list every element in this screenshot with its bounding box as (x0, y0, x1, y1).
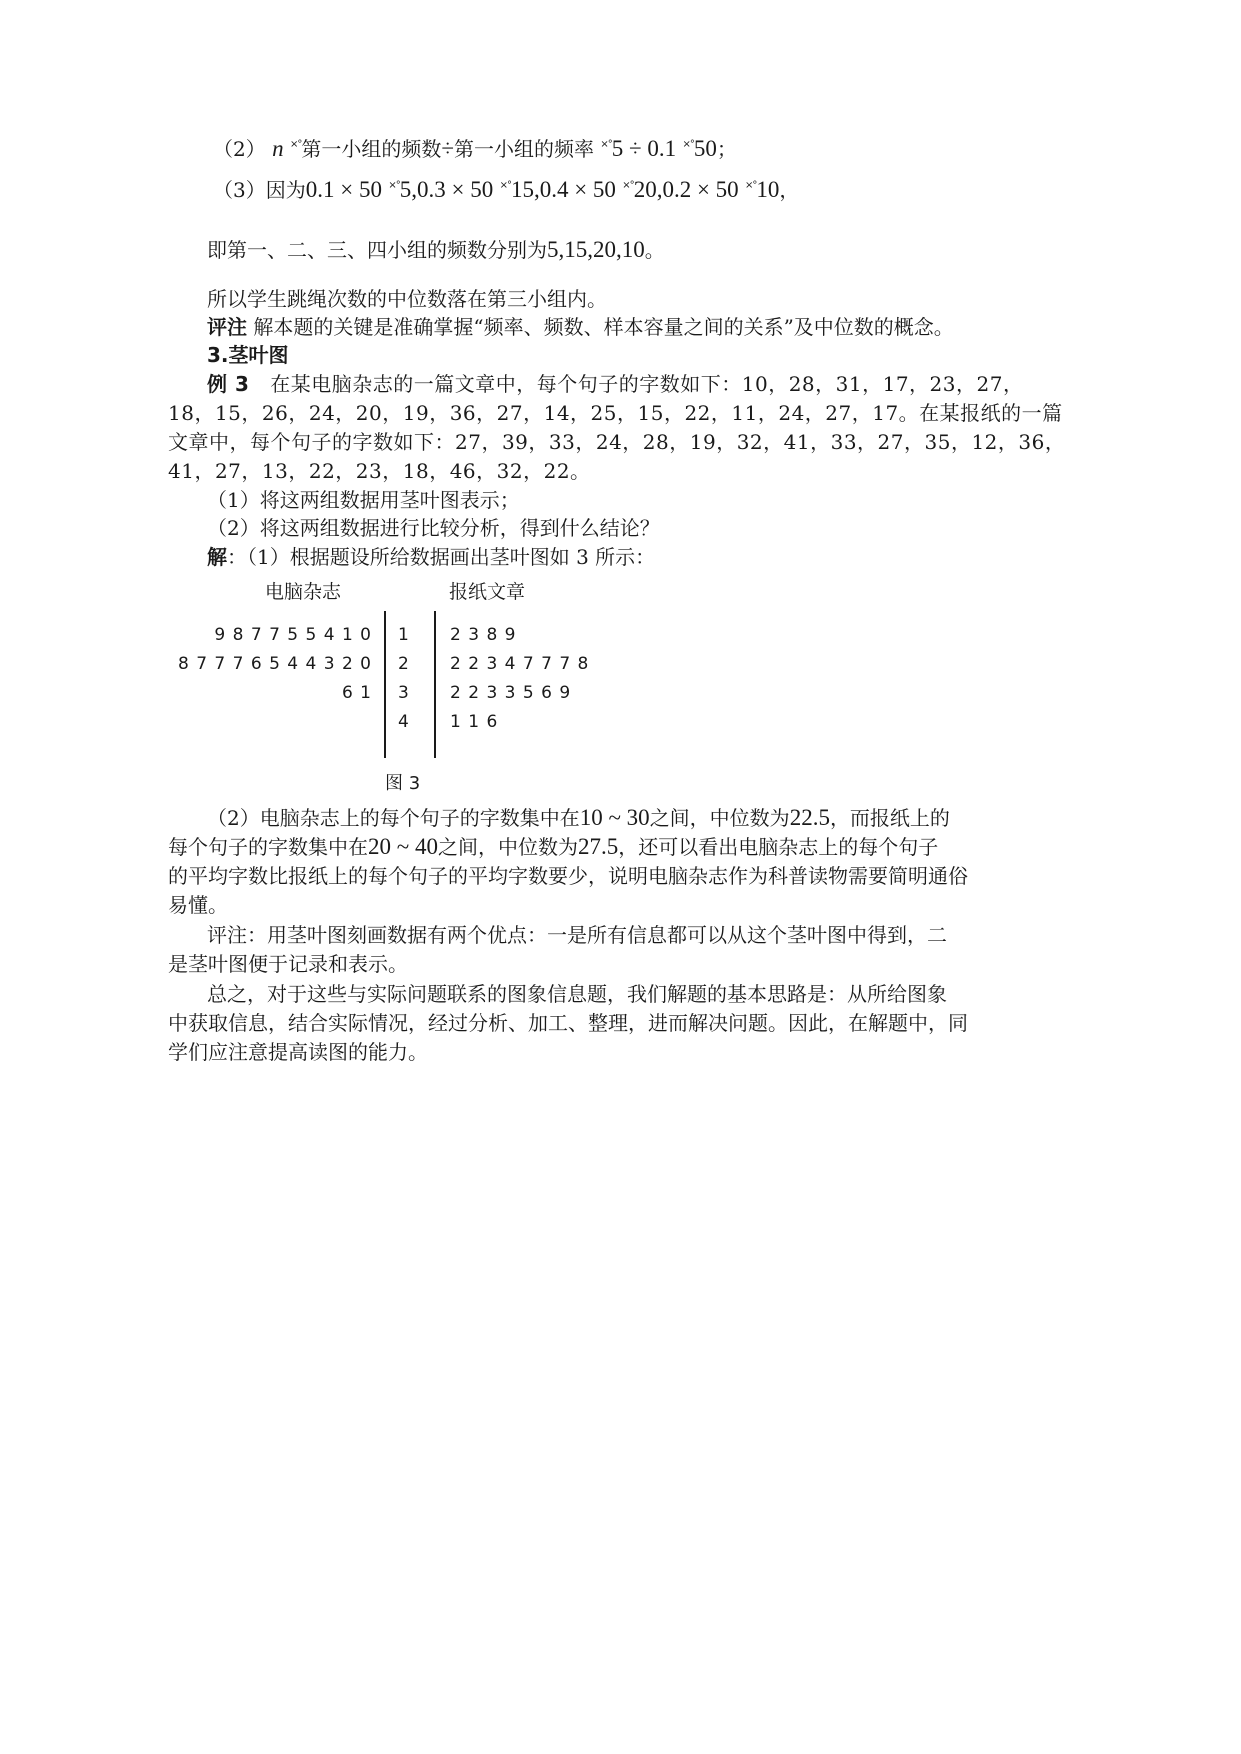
p2-end: ； (716, 137, 737, 161)
median-2: 27.5 (577, 834, 619, 859)
question-1: （1）将这两组数据用茎叶图表示； (207, 488, 520, 512)
part-2-line (213, 135, 737, 168)
p3-end: ， (779, 178, 800, 202)
example-line-3: 文章中，每个句子的字数如下：27，39，33，24，28，19，32，41，33，27，35，12，36， (168, 430, 1066, 454)
p3-expr-1: 0.1 × 50 (305, 177, 382, 202)
relation-symbol: ×° (499, 180, 511, 191)
relation-symbol: ×° (622, 180, 634, 191)
divide-sign: ÷ (441, 136, 454, 161)
analysis-1a: （2）电脑杂志上的每个句子的字数集中在 (207, 806, 580, 830)
median-1: 22.5 (789, 805, 830, 830)
example-label: 例 3 (207, 372, 250, 396)
left-leaves: 8 7 7 7 6 5 4 4 3 2 0 (177, 654, 372, 674)
solution-text: ：（1）根据题设所给数据画出茎叶图如 3 所示： (227, 545, 656, 569)
analysis-line-2 (168, 833, 938, 861)
left-leaves: 6 1 (341, 683, 372, 703)
right-leaves: 2 3 8 9 (450, 625, 517, 645)
right-leaves: 1 1 6 (450, 712, 499, 732)
p2-result: 50 (693, 136, 717, 161)
analysis-line-1 (207, 804, 950, 832)
example-line-1 (207, 370, 1023, 398)
comment-label: 评注 (207, 315, 247, 339)
right-header: 报纸文章 (449, 581, 526, 603)
example-line-4: 41，27，13，22，23，18，46，32，22。 (168, 459, 591, 483)
relation-symbol: ×° (289, 139, 302, 150)
analysis-2c: 之间，中位数为 (437, 835, 578, 859)
range-2: 20 ~ 40 (368, 834, 438, 859)
first-group-frequency-count: 第一小组的频数 (301, 137, 442, 161)
left-header: 电脑杂志 (265, 581, 342, 603)
median-conclusion: 所以学生跳绳次数的中位数落在第三小组内。 (207, 287, 607, 311)
summary-line-3: 学们应注意提高读图的能力。 (168, 1040, 428, 1064)
example-text-1: 在某电脑杂志的一篇文章中，每个句子的字数如下：10，28，31，17，23，27， (270, 372, 1024, 396)
frequencies-line (207, 236, 665, 264)
analysis-2a: 每个句子的字数集中在 (168, 835, 368, 859)
p2-expression: 5 ÷ 0.1 (611, 136, 677, 161)
p3-expr-2: 5,0.3 × 50 (399, 177, 494, 202)
p3-expr-3: 15,0.4 × 50 (510, 177, 616, 202)
final-comment-1: 评注：用茎叶图刻画数据有两个优点：一是所有信息都可以从这个茎叶图中得到，二 (207, 923, 947, 947)
final-comment-2: 是茎叶图便于记录和表示。 (168, 952, 408, 976)
stem-value: 3 (398, 683, 410, 703)
part-2-label: （2） (213, 137, 266, 161)
part-3-label: （3） (213, 178, 266, 202)
analysis-1e: ，而报纸上的 (829, 806, 950, 830)
relation-symbol: ×° (682, 139, 694, 150)
part-3-prefix: 因为 (265, 178, 306, 202)
summary-line-2: 中获取信息，结合实际情况，经过分析、加工、整理，进而解决问题。因此，在解题中，同 (168, 1011, 968, 1035)
stem-value: 2 (398, 654, 410, 674)
comment-1 (207, 313, 954, 341)
stem-value: 4 (398, 712, 410, 732)
variable-n: n (272, 136, 284, 161)
right-leaves: 2 2 3 4 7 7 7 8 (450, 654, 590, 674)
figure-caption: 图 3 (385, 773, 421, 794)
frequencies-end: 。 (644, 238, 665, 262)
example-line-2: 18，15，26，24，20，19，36，27，14，25，15，22，11，24，27，17。在某报纸的一篇 (168, 401, 1063, 425)
comment-text: 解本题的关键是准确掌握“频率、频数、样本容量之间的关系”及中位数的概念。 (247, 315, 954, 339)
analysis-1c: 之间，中位数为 (649, 806, 790, 830)
analysis-2e: ，还可以看出电脑杂志上的每个句子 (618, 835, 939, 859)
solution-line (207, 543, 655, 571)
first-group-frequency-rate: 第一小组的频率 (453, 137, 594, 161)
p3-expr-5: 10 (756, 177, 780, 202)
relation-symbol: ×° (745, 180, 757, 191)
question-2: （2）将这两组数据进行比较分析，得到什么结论？ (207, 516, 660, 540)
range-1: 10 ~ 30 (579, 805, 650, 830)
right-leaves: 2 2 3 3 5 6 9 (450, 683, 572, 703)
summary-line-1: 总之，对于这些与实际问题联系的图象信息题，我们解题的基本思路是：从所给图象 (207, 982, 947, 1006)
part-3-line (213, 176, 799, 209)
left-leaves: 9 8 7 7 5 5 4 1 0 (214, 625, 372, 645)
section-heading: 3.茎叶图 (207, 343, 289, 367)
frequencies-values: 5,15,20,10 (547, 237, 645, 262)
relation-symbol: ×° (600, 139, 612, 150)
p3-expr-4: 20,0.2 × 50 (633, 177, 739, 202)
solution-label: 解 (207, 545, 227, 569)
analysis-line-4: 易懂。 (168, 893, 228, 917)
analysis-line-3: 的平均字数比报纸上的每个句子的平均字数要少，说明电脑杂志作为科普读物需要简明通俗 (168, 864, 968, 888)
stem-value: 1 (398, 625, 410, 645)
frequencies-text: 即第一、二、三、四小组的频数分别为 (207, 238, 547, 262)
relation-symbol: ×° (388, 180, 400, 191)
